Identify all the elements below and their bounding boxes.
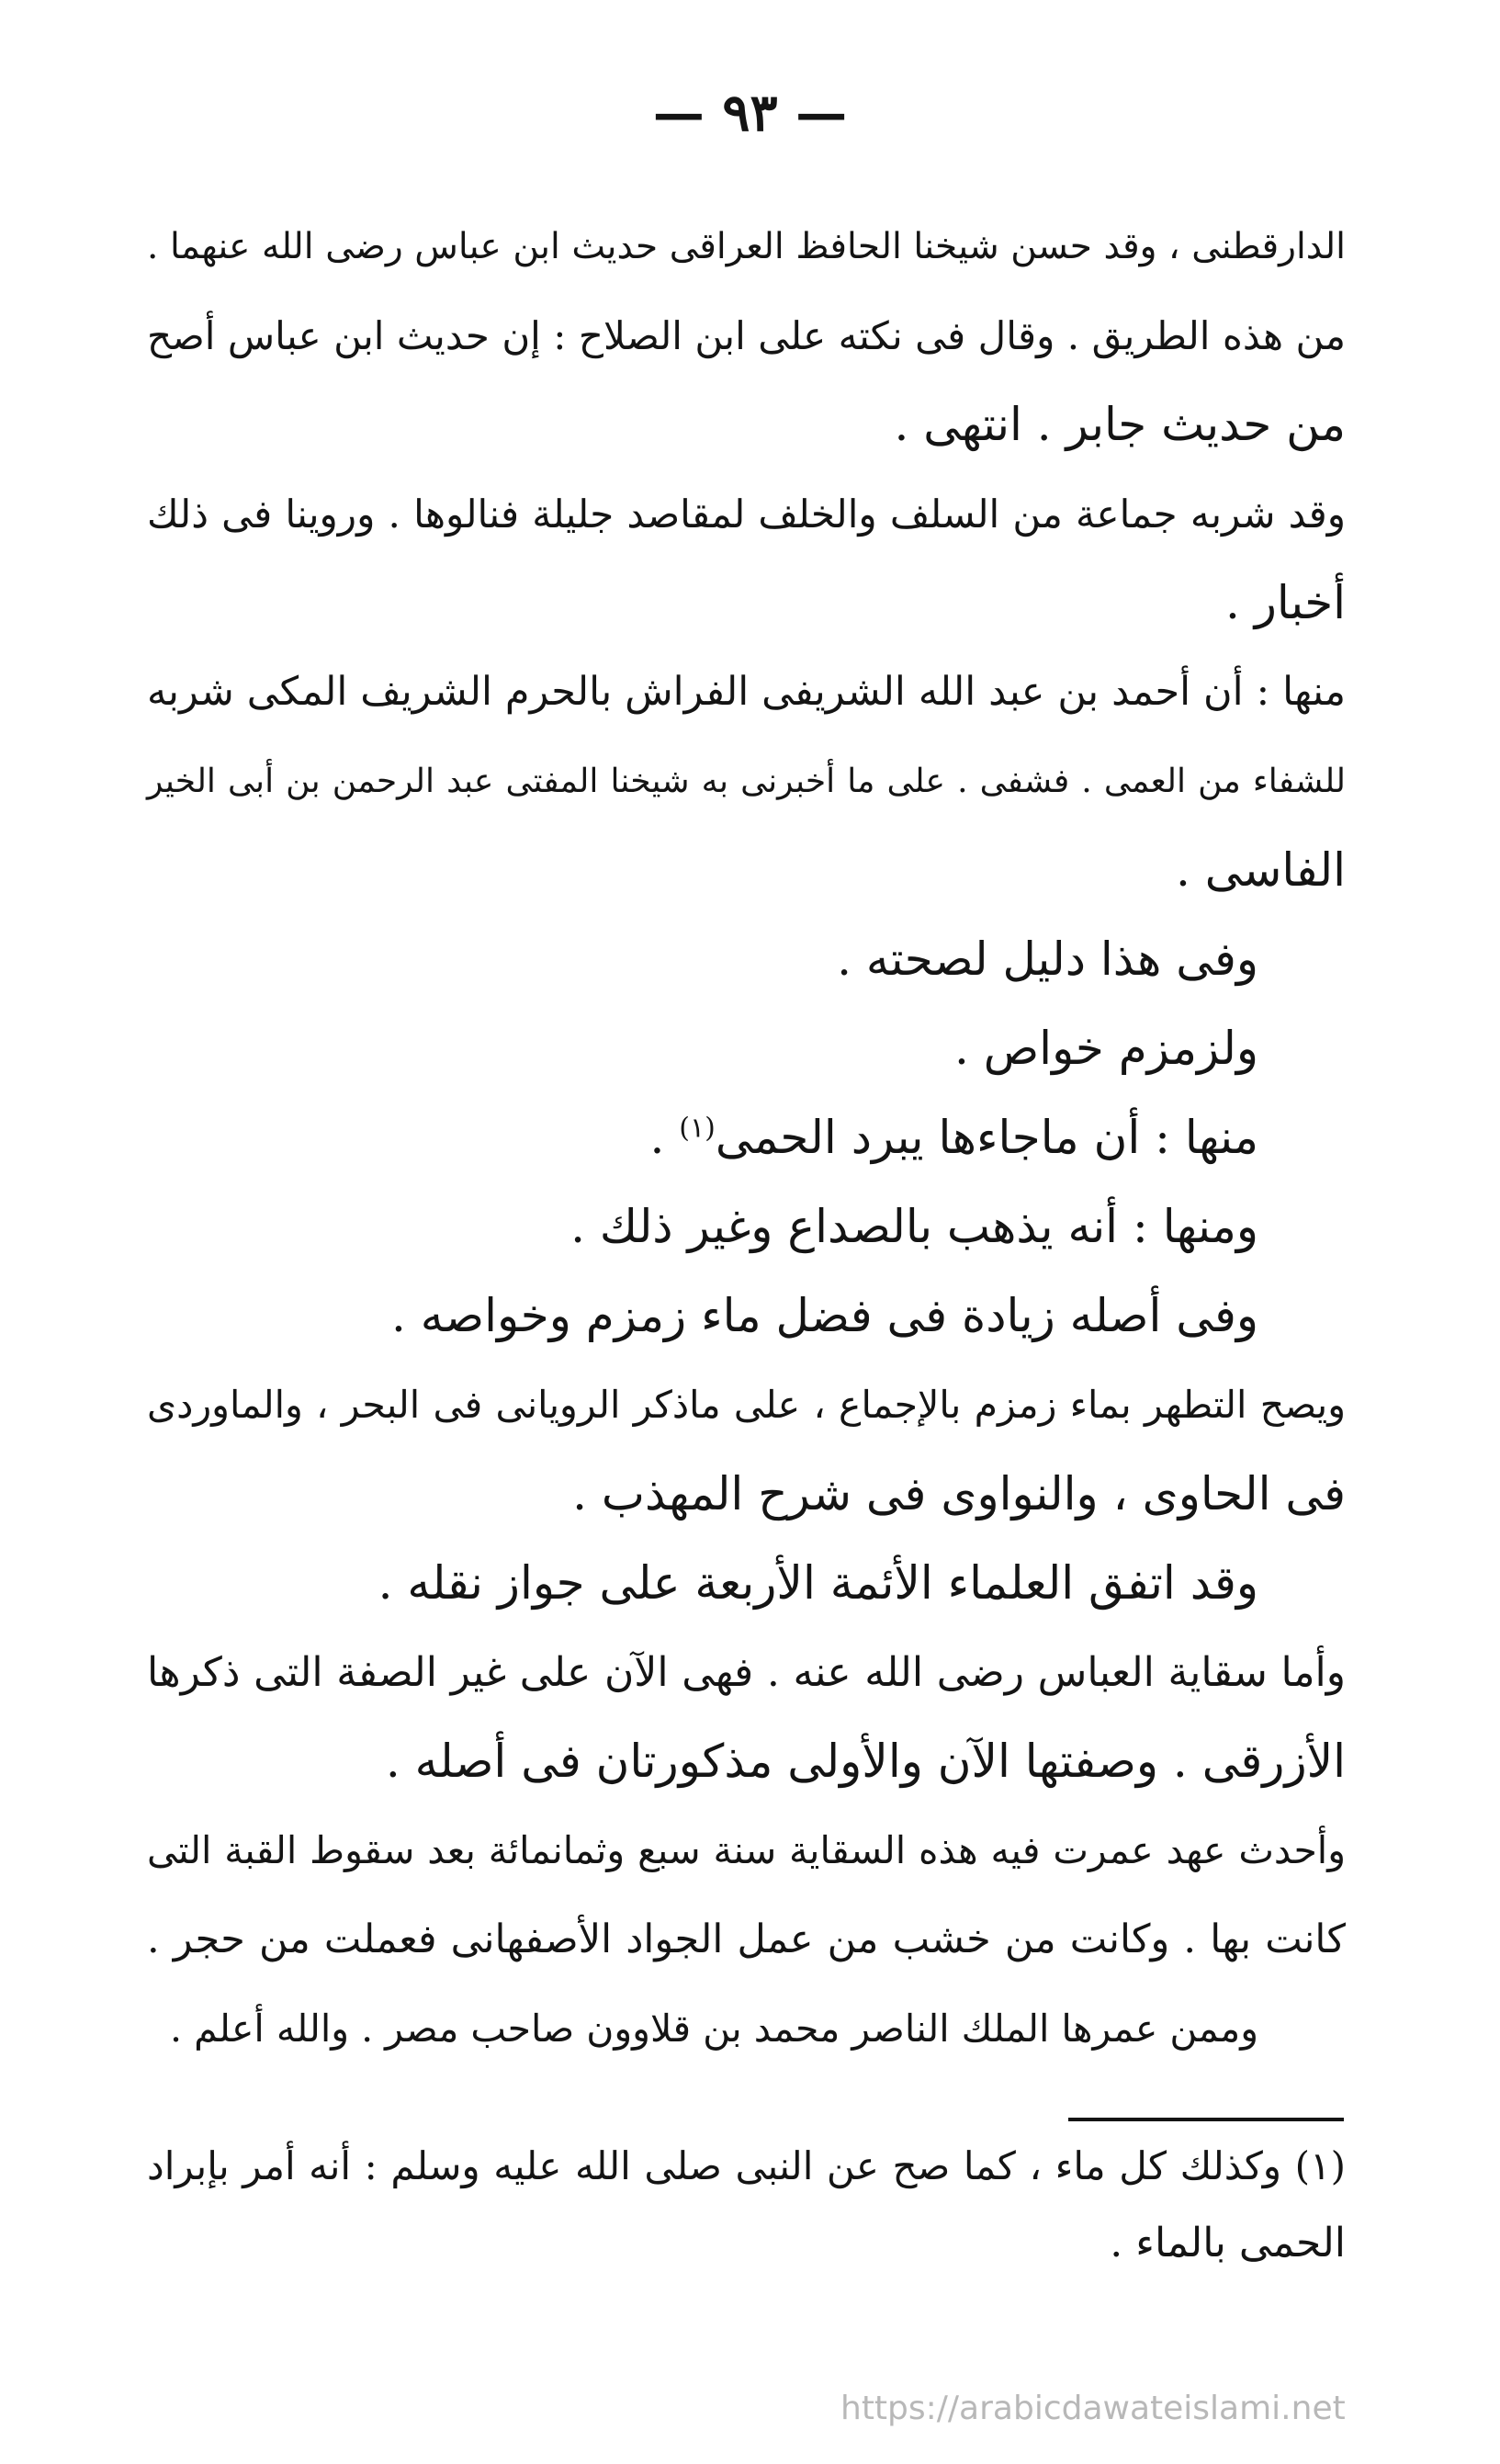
text-line: وأحدث عهد عمرت فيه هذه السقاية سنة سبع وثمانمائة بعد سقوط القبة التى	[147, 1828, 1346, 1872]
text-line: وقد اتفق العلماء الأئمة الأربعة على جواز نقله .	[378, 1556, 1258, 1610]
text-line: وقد شربه جماعة من السلف والخلف لمقاصد جليلة فنالوها . وروينا فى ذلك	[147, 492, 1346, 537]
main-text	[147, 202, 1346, 2074]
text-line: الفاسى .	[1175, 843, 1346, 897]
text-line: ومنها : أنه يذهب بالصداع وغير ذلك .	[570, 1200, 1258, 1253]
text-line: من حديث جابر . انتهى .	[894, 398, 1346, 451]
footnote-line: (١) وكذلك كل ماء ، كما صح عن النبى صلى الله عليه وسلم : أنه أمر بإبراد	[147, 2143, 1346, 2188]
text-line: منها : أن أحمد بن عبد الله الشريفى الفراش بالحرم الشريف المكى شربه	[147, 669, 1346, 715]
text-line: الأزرقى . وصفتها الآن والأولى مذكورتان فى أصله .	[385, 1735, 1346, 1788]
text-line: فى الحاوى ، والنواوى فى شرح المهذب .	[572, 1467, 1346, 1520]
text-line: من هذه الطريق . وقال فى نكته على ابن الصلاح : إن حديث ابن عباس أصح	[147, 313, 1346, 358]
footnote-line: الحمى بالماء .	[1110, 2220, 1346, 2266]
text-line: ويصح التطهر بماء زمزم بالإجماع ، على ماذكر الرويانى فى البحر ، والماوردى	[147, 1383, 1346, 1427]
text-line: للشفاء من العمى . فشفى . على ما أخبرنى به شيخنا المفتى عبد الرحمن بن أبى الخير	[147, 763, 1346, 800]
text-line: الدارقطنى ، وقد حسن شيخنا الحافظ العراقى حديث ابن عباس رضى الله عنهما .	[147, 226, 1346, 267]
page-number: — ٩٣ —	[652, 83, 848, 143]
text-line: ولزمزم خواص .	[953, 1022, 1258, 1075]
text-line: كانت بها . وكانت من خشب من عمل الجواد الأصفهانى فعملت من حجر .	[147, 1916, 1346, 1962]
footnote-reference: (١)	[679, 1112, 716, 1145]
text-line: أخبار .	[1224, 576, 1346, 629]
text-line: وممن عمرها الملك الناصر محمد بن قلاوون صاحب مصر . والله أعلم .	[170, 2006, 1258, 2051]
watermark-url: https://arabicdawateislami.net	[840, 2390, 1346, 2427]
text-line-content: منها : أن ماجاءها يبرد الحمى	[715, 1111, 1258, 1164]
line-end-period: .	[649, 1111, 665, 1164]
text-line: وفى هذا دليل لصحته .	[837, 932, 1258, 986]
text-line: وأما سقاية العباس رضى الله عنه . فهى الآن على غير الصفة التى ذكرها	[147, 1649, 1346, 1696]
text-line: وفى أصله زيادة فى فضل ماء زمزم وخواصه .	[391, 1289, 1258, 1342]
footnotes	[147, 2128, 1346, 2282]
footnote-divider	[1068, 2118, 1344, 2121]
text-line-with-footnote-ref	[147, 1093, 1346, 1182]
